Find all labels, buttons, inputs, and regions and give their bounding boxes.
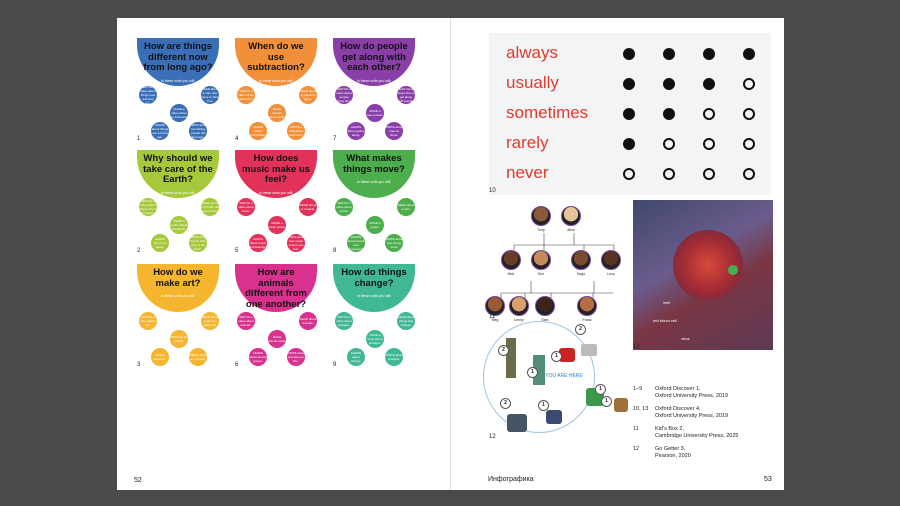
card-activity-dot: MAKE a music poster. (268, 216, 286, 234)
bio-label-virus: virus (681, 336, 690, 341)
figure-number-13: 13 (633, 344, 640, 350)
card-activity-dot: WATCH a video about people getting along. (335, 87, 354, 103)
reference-id: 1–9 (633, 386, 643, 392)
filled-circle (663, 108, 675, 120)
virus-icon (728, 265, 738, 275)
infographic-card (137, 150, 219, 260)
frequency-word: rarely (506, 133, 549, 152)
card-header (333, 264, 415, 312)
frequency-chart (489, 33, 771, 195)
card-header (333, 38, 415, 86)
family-member-name: Alice (567, 228, 575, 232)
empty-circle (703, 138, 715, 150)
reference-text: Kid’s Box 2, Cambridge University Press, 2025 (655, 426, 739, 439)
family-member-name: Hugo (576, 272, 586, 276)
card-subtitle: In these units you will: (258, 190, 294, 195)
filled-circle (663, 48, 675, 60)
figure-number-10: 10 (489, 188, 496, 194)
card-activity-dot: WRITE about something people did long ago. (189, 123, 208, 139)
card-subtitle: In these units you will: (160, 190, 196, 195)
empty-circle (743, 108, 755, 120)
card-activity-dot: READ stories about how to get along with people. (397, 87, 416, 103)
family-member-name: Meg (491, 318, 499, 322)
distance-badge: 2 (498, 345, 509, 356)
you-are-here-label: YOU ARE HERE (545, 373, 583, 379)
left-page (117, 18, 450, 490)
filled-circle (623, 48, 635, 60)
distance-badge: 1 (538, 400, 549, 411)
infographic-card (137, 264, 219, 374)
card-activity-dot: WRITE about how things move. (385, 234, 403, 252)
card-number: 5 (235, 248, 239, 254)
filled-circle (743, 48, 755, 60)
card-subtitle: In these units you will: (356, 294, 392, 298)
infographic-card (137, 38, 219, 148)
reference-text: Go Getter 3, Pearson, 2020 (655, 446, 691, 459)
card-activity-dot: WATCH a video about animals. (237, 312, 255, 330)
distance-badge: 1 (551, 351, 562, 362)
card-question: Why should we take care of the Earth? (143, 153, 213, 185)
card-activity-dot: WRITE about rules at home. (385, 122, 403, 140)
card-activity-dot: LEARN about the Earth. (151, 234, 169, 252)
empty-circle (743, 138, 755, 150)
reference-id: 11 (633, 426, 639, 432)
distance-badge: 1 (595, 384, 606, 395)
figure-number-11: 11 (489, 314, 496, 320)
card-activity-dot: WATCH a video about art. (139, 312, 157, 330)
card-question: How are animals different from one another? (245, 267, 307, 310)
card-number: 2 (137, 248, 141, 254)
card-activity-dot: LEARN about forces and movement. (347, 235, 365, 251)
card-number: 3 (137, 362, 141, 368)
card-activity-dot: WATCH a video about subtraction. (237, 86, 255, 104)
bio-label-vein: vein (663, 300, 671, 305)
card-activity-dot: WRITE about animals you like. (287, 348, 305, 366)
card-activity-dot: WRITE a subtraction word story. (287, 122, 305, 140)
distance-badge: 2 (500, 398, 511, 409)
card-subtitle: In these units you will: (258, 315, 294, 319)
empty-circle (703, 108, 715, 120)
infographic-card (235, 264, 317, 374)
right-page (451, 18, 784, 490)
card-subtitle: In these units you will: (160, 294, 196, 298)
card-question: How does music make us feel? (241, 153, 311, 185)
card-number: 1 (137, 136, 141, 142)
card-activity-dot: READ about a man who came to New York. (201, 87, 219, 103)
card-header (235, 150, 317, 198)
bio-label-red-blood-cell: red blood cell (653, 318, 677, 323)
filled-circle (703, 78, 715, 90)
frequency-word: never (506, 163, 549, 182)
card-number: 8 (333, 248, 337, 254)
card-subtitle: In these units you will: (356, 180, 392, 184)
card-number: 7 (333, 136, 337, 142)
card-activity-dot: MAKE a poster about the Earth. (170, 216, 188, 234)
card-activity-dot: READ about animals. (299, 312, 317, 330)
page-number-left: 52 (134, 477, 142, 484)
card-question: How do things change? (341, 267, 407, 289)
card-subtitle: In these units you will: (356, 78, 392, 83)
empty-circle (663, 168, 675, 180)
filled-circle (663, 78, 675, 90)
coat-icon (507, 414, 527, 432)
family-member-name: Kim (537, 272, 545, 276)
card-activity-dot: WATCH a video about taking care of the Earth. (139, 199, 158, 215)
infographic-card (235, 150, 317, 260)
infographic-card (333, 38, 415, 148)
card-activity-dot: READ about a race. (397, 198, 415, 216)
distance-badge: 1 (601, 396, 612, 407)
card-activity-dot: LEARN about art. (151, 348, 169, 366)
card-question: How do people get along with each other? (340, 41, 408, 73)
card-activity-dot: READ about a musical. (299, 198, 317, 216)
sweater-icon (614, 398, 628, 412)
page-number-right: 53 (764, 476, 772, 483)
reference-text: Oxford Discover 4, Oxford University Press, 2019 (655, 406, 729, 419)
family-tree-lines (481, 200, 631, 330)
frequency-word: sometimes (506, 103, 589, 122)
card-activity-dot: MAKE a book about changes. (366, 330, 384, 348)
filled-circle (623, 78, 635, 90)
empty-circle (623, 168, 635, 180)
infographic-card (235, 38, 317, 148)
family-member-name: Lucy (607, 272, 615, 276)
empty-circle (703, 168, 715, 180)
card-activity-dot: MAKE animal cards. (268, 330, 286, 348)
card-header (137, 150, 219, 198)
hoodie-icon (546, 410, 562, 424)
card-activity-dot: LEARN about change. (347, 348, 365, 366)
frequency-word: always (506, 43, 558, 62)
reference-text: Oxford Discover 1, Oxford University Press, 2019 (655, 386, 729, 399)
card-number: 4 (235, 136, 239, 142)
card-activity-dot: WATCH a video about forces. (335, 198, 353, 216)
infographic-card (333, 150, 415, 260)
card-header (235, 38, 317, 86)
card-activity-dot: WATCH a video about music. (237, 198, 255, 216)
family-member-name: Tony (537, 228, 545, 232)
card-activity-dot: WRITE about changes. (385, 348, 403, 366)
card-activity-dot: MAKE a rules poster. (366, 104, 384, 122)
card-activity-dot: MAKE a poster. (366, 216, 384, 234)
figure-number-12: 12 (489, 434, 496, 440)
infographic-card (333, 264, 415, 374)
filled-circle (623, 138, 635, 150)
filled-circle (703, 48, 715, 60)
card-activity-dot: WRITE about how to take care of the Earth. (189, 235, 208, 251)
trousers-icon (506, 338, 516, 378)
card-header (137, 38, 219, 86)
card-activity-dot: READ about a girl who did a good thing. (201, 198, 219, 216)
page-footer-title: Инфографика (488, 476, 534, 483)
card-activity-dot: LEARN about animal groups. (249, 348, 267, 366)
card-activity-dot: LEARN about music and feelings. (249, 234, 267, 252)
family-member-name: Lenny (514, 318, 524, 322)
card-subtitle: In these units you will: (258, 78, 294, 83)
card-activity-dot: WRITE about art you like. (189, 348, 207, 366)
filled-circle (623, 108, 635, 120)
family-member-name: Sam (541, 318, 549, 322)
empty-circle (743, 168, 755, 180)
card-activity-dot: READ about a girl who makes art. (201, 312, 219, 330)
card-activity-dot: WRITE about how music makes you feel. (287, 235, 306, 251)
card-activity-dot: LEARN about getting along. (347, 122, 365, 140)
card-activity-dot: LEARN about subtraction. (249, 122, 267, 140)
card-question: How do we make art? (153, 267, 203, 289)
card-number: 6 (235, 362, 239, 368)
reference-id: 10, 13 (633, 406, 649, 412)
card-header (137, 264, 219, 312)
card-activity-dot: MAKE an art project. (170, 330, 188, 348)
card-activity-dot: WATCH a video about changes. (335, 312, 353, 330)
card-subtitle: In these units you will: (160, 78, 196, 83)
card-activity-dot: LEARN about things now and long ago. (151, 123, 169, 139)
reference-id: 12 (633, 446, 640, 452)
family-member-name: Nick (507, 272, 515, 276)
card-header (235, 264, 317, 319)
distance-badge: 2 (575, 324, 586, 335)
card-activity-dot: READ about a guessing game. (299, 86, 317, 104)
card-question: What makes things move? (343, 153, 405, 175)
card-activity-dot: READ about things that change. (397, 312, 415, 330)
frequency-word: usually (506, 73, 559, 92)
empty-circle (743, 78, 755, 90)
card-question: How are things different now from long ago? (143, 41, 213, 73)
card-question: When do we use subtraction? (247, 41, 305, 73)
card-activity-dot: MAKE a video about an interview. (170, 104, 188, 122)
card-number: 9 (333, 362, 337, 368)
blood-vessel-illustration (633, 200, 773, 350)
card-activity-dot: WATCH a video about things now and long ago. (140, 85, 156, 105)
empty-circle (663, 138, 675, 150)
card-header (333, 150, 415, 198)
card-activity-dot: MAKE number game cards. (268, 104, 286, 122)
distance-badge: 1 (527, 367, 538, 378)
shirt-icon (581, 344, 597, 356)
family-member-name: Frank (582, 318, 592, 322)
